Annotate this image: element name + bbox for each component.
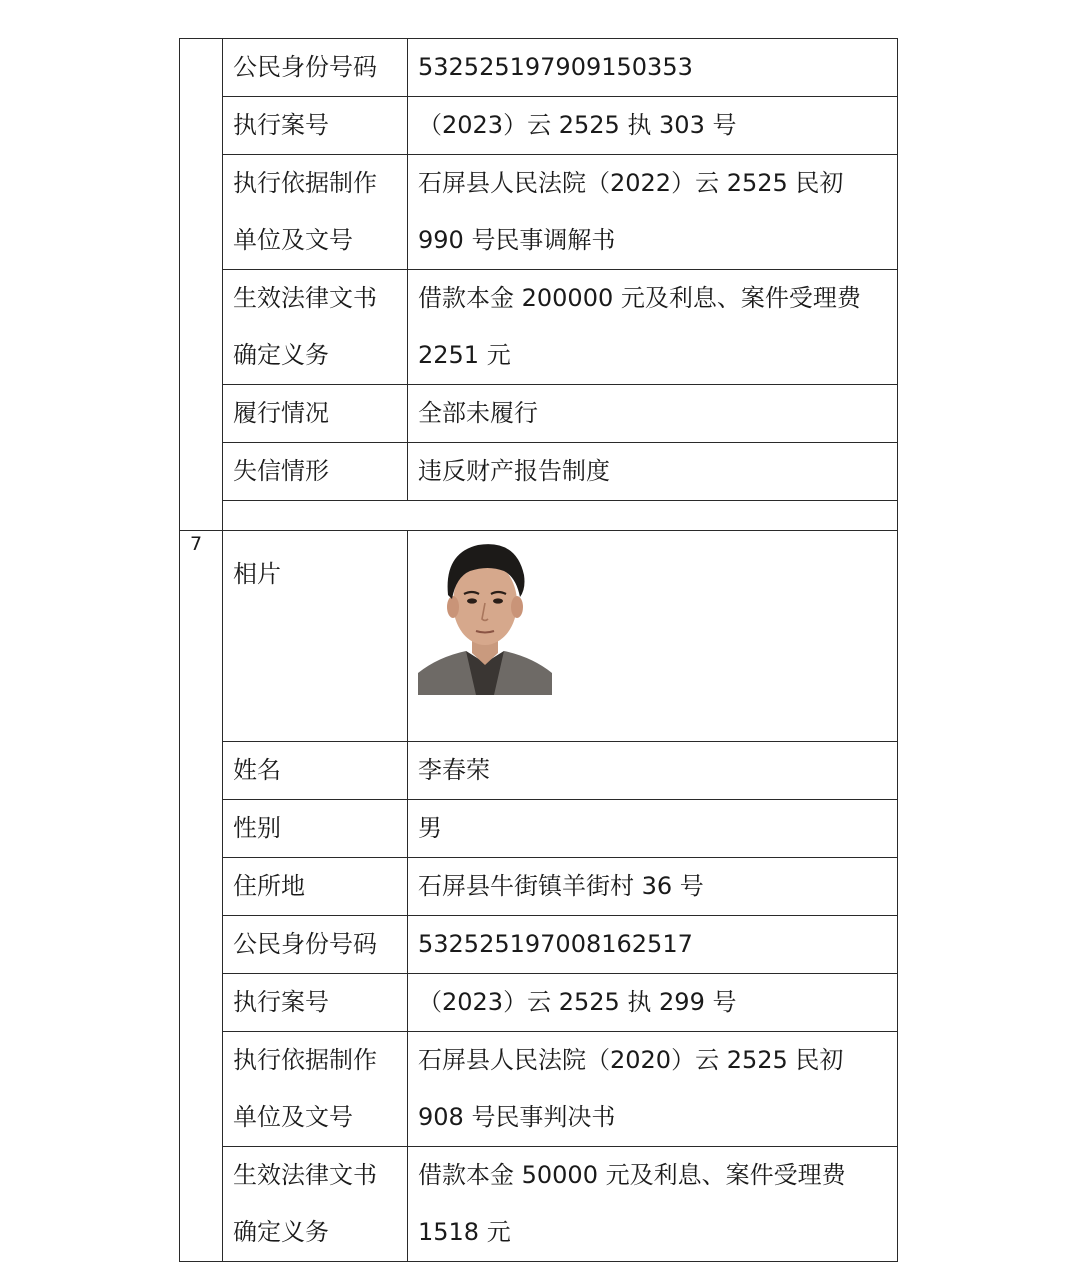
table-row <box>180 1032 898 1147</box>
field-label: 执行依据制作 单位及文号 <box>223 1032 408 1147</box>
table-row <box>180 800 898 858</box>
table-row <box>180 974 898 1032</box>
table-row <box>180 916 898 974</box>
field-label: 执行案号 <box>223 97 408 155</box>
portrait-photo <box>418 531 552 695</box>
field-label: 公民身份号码 <box>223 916 408 974</box>
field-label: 性别 <box>223 800 408 858</box>
field-value: 全部未履行 <box>408 385 898 443</box>
field-value: 石屏县牛街镇羊街村 36 号 <box>408 858 898 916</box>
field-value: 借款本金 200000 元及利息、案件受理费 2251 元 <box>408 270 898 385</box>
table-row <box>180 97 898 155</box>
field-label: 住所地 <box>223 858 408 916</box>
field-label: 执行依据制作 单位及文号 <box>223 155 408 270</box>
field-label: 执行案号 <box>223 974 408 1032</box>
table-row <box>180 742 898 800</box>
table-row <box>180 858 898 916</box>
field-label: 失信情形 <box>223 443 408 501</box>
separator-row <box>180 501 898 531</box>
field-value: 532525197008162517 <box>408 916 898 974</box>
field-label: 姓名 <box>223 742 408 800</box>
index-cell <box>180 39 223 531</box>
field-label: 公民身份号码 <box>223 39 408 97</box>
field-label: 相片 <box>223 531 408 742</box>
table-row <box>180 531 898 742</box>
field-label: 生效法律文书 确定义务 <box>223 270 408 385</box>
table-row <box>180 385 898 443</box>
field-value: 李春荣 <box>408 742 898 800</box>
field-value: 违反财产报告制度 <box>408 443 898 501</box>
field-value: 532525197909150353 <box>408 39 898 97</box>
photo-cell <box>408 531 898 742</box>
field-value: 石屏县人民法院（2020）云 2525 民初 908 号民事判决书 <box>408 1032 898 1147</box>
table-row <box>180 39 898 97</box>
field-value: 借款本金 50000 元及利息、案件受理费 1518 元 <box>408 1147 898 1262</box>
table-row <box>180 155 898 270</box>
table-row <box>180 270 898 385</box>
table-row <box>180 1147 898 1262</box>
field-label: 履行情况 <box>223 385 408 443</box>
field-value: 男 <box>408 800 898 858</box>
field-value: 石屏县人民法院（2022）云 2525 民初 990 号民事调解书 <box>408 155 898 270</box>
table-row <box>180 443 898 501</box>
field-value: （2023）云 2525 执 303 号 <box>408 97 898 155</box>
record-index: 7 <box>180 531 223 1262</box>
field-label: 生效法律文书 确定义务 <box>223 1147 408 1262</box>
field-value: （2023）云 2525 执 299 号 <box>408 974 898 1032</box>
debtor-table <box>179 38 898 1262</box>
